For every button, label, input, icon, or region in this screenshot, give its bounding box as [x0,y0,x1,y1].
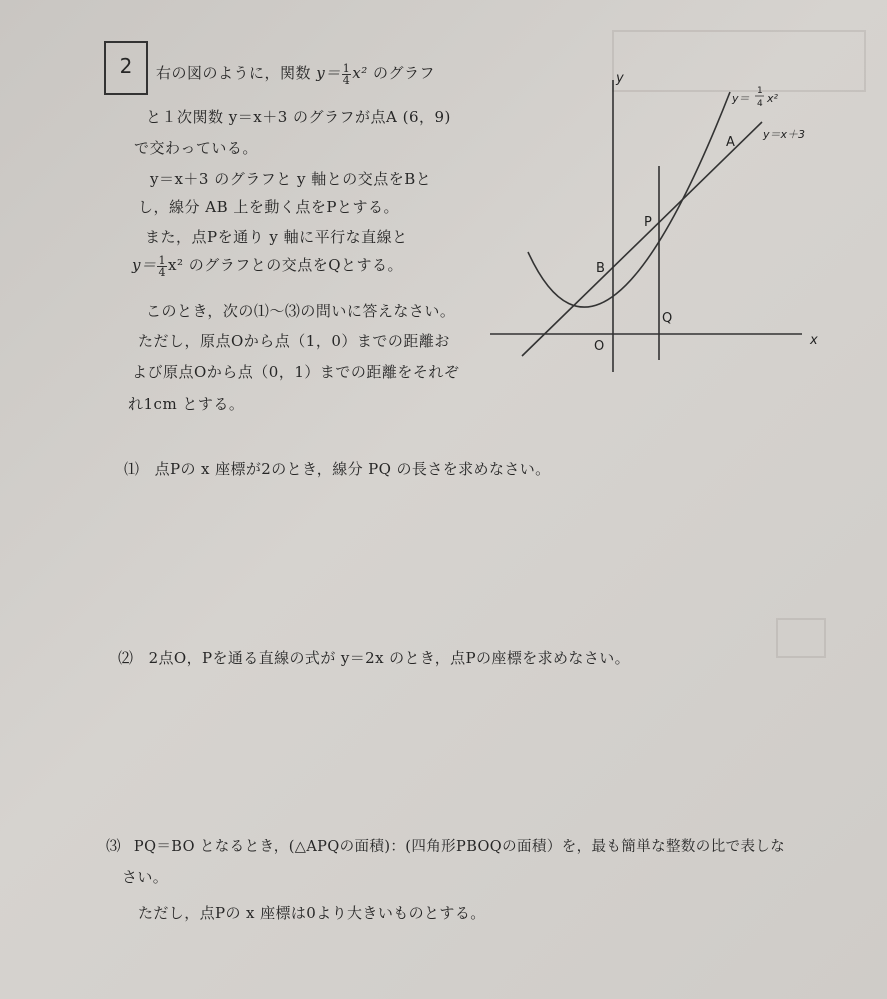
intro-line-8: このとき，次の⑴〜⑶の問いに答えなさい。 [146,302,456,320]
intro-line-3: で交わっている。 [134,139,258,157]
question-3 [106,835,785,856]
intro-line-7: y＝ $\frac{1}{4}$ x² のグラフとの交点をQとする。 [132,253,404,279]
point-b-label: B [596,261,605,276]
graph-figure [480,60,820,390]
parabola-label-num: 1 [757,86,763,96]
intro-line-4: y＝x＋3 のグラフと y 軸との交点をBと [150,170,432,188]
intro-line-5: し，線分 AB 上を動く点をPとする。 [138,198,399,216]
question-2-text: 2点O，Pを通る直線の式が y＝2x のとき，点Pの座標を求めなさい。 [148,649,631,667]
show-through-box-2 [776,618,826,658]
question-2 [118,647,630,668]
x-axis-label: x [810,333,818,348]
linear-graph-line [522,122,762,356]
line-label: y＝x＋3 [763,128,806,141]
y-axis-label: y [616,71,624,86]
question-3-continuation: さい。 [122,868,169,886]
intro-line-6: また，点Pを通り y 軸に平行な直線と [145,228,408,246]
point-p-label: P [644,215,652,230]
question-3-number: ⑶ [106,839,121,855]
parabola-label-den: 4 [757,99,763,109]
question-3-text: PQ＝BO となるとき，(△APQの面積)：(四角形PBOQの面積）を，最も簡単な整数の比で表しな [133,839,786,855]
question-1-number: ⑴ [124,460,140,478]
question-2-number: ⑵ [118,649,134,667]
question-1 [124,458,551,479]
intro-line-10: よび原点Oから点（0，1）までの距離をそれぞ [132,363,460,381]
problem-number: 2 [104,41,148,95]
intro-line-2: と１次関数 y＝x＋3 のグラフが点A (6，9) [146,108,451,126]
question-3-note: ただし，点Pの x 座標は0より大きいものとする。 [138,904,486,922]
intro-line-11: れ1cm とする。 [128,395,245,413]
question-1-text: 点Pの x 座標が2のとき，線分 PQ の長さを求めなさい。 [154,460,551,478]
origin-label: O [594,339,605,354]
parabola-label-x2: x² [767,92,778,105]
point-a-label: A [726,135,735,150]
parabola-label-y: y＝ [732,92,750,105]
parabola-curve [528,92,730,307]
point-q-label: Q [662,311,673,326]
intro-line-9: ただし，原点Oから点（1，0）までの距離お [138,332,450,350]
intro-line-1: 右の図のように，関数 y＝ $\frac{1}{4}$ x² のグラフ [156,61,436,87]
